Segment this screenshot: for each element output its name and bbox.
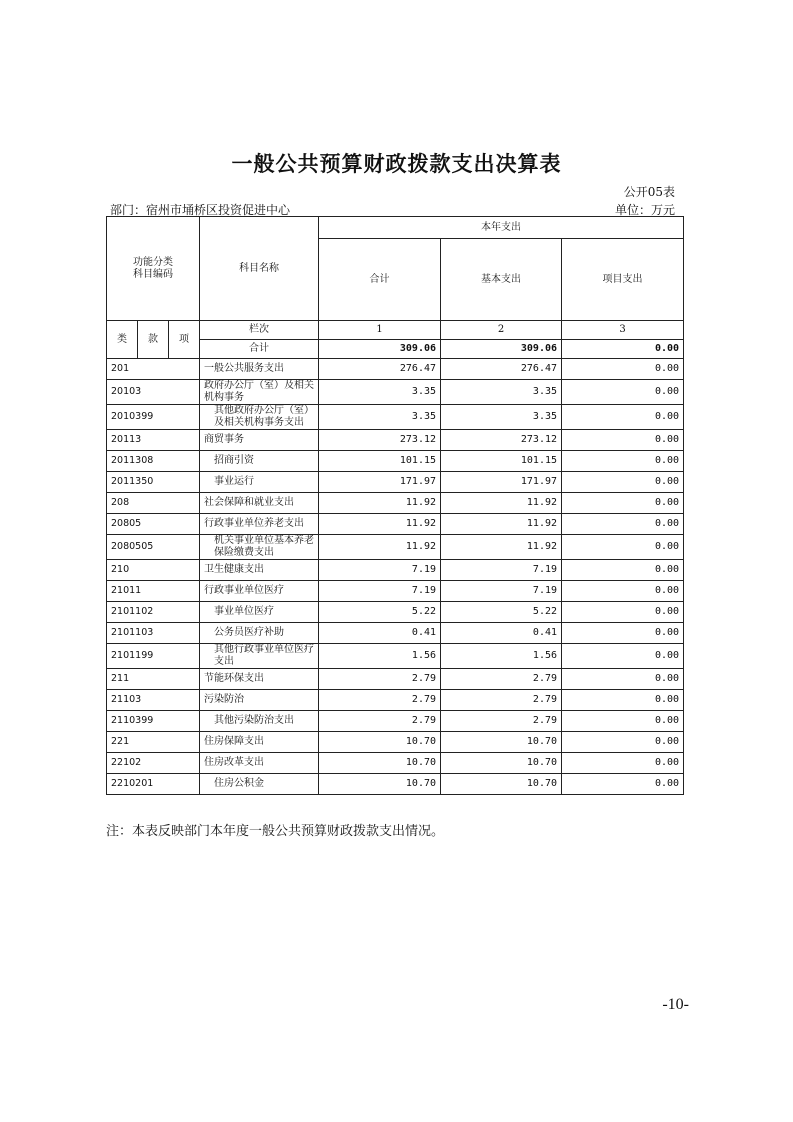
basic-amount: 2.79 [441, 711, 562, 732]
project-amount: 0.00 [562, 669, 684, 690]
subject-name: 住房保障支出 [200, 732, 319, 753]
subject-name: 节能环保支出 [200, 669, 319, 690]
total-basic-value: 309.06 [441, 340, 562, 359]
subject-name: 政府办公厅（室）及相关机构事务 [200, 380, 319, 405]
unit-label: 单位：万元 [614, 203, 675, 217]
subject-code: 20103 [107, 380, 200, 405]
subject-name: 其他污染防治支出 [200, 711, 319, 732]
total-amount: 11.92 [319, 493, 441, 514]
total-amount: 2.79 [319, 690, 441, 711]
header-total: 合计 [319, 239, 441, 321]
table-row [107, 690, 684, 711]
project-amount: 0.00 [562, 493, 684, 514]
subject-name: 招商引资 [200, 451, 319, 472]
subject-name: 商贸事务 [200, 430, 319, 451]
project-amount: 0.00 [562, 514, 684, 535]
total-amount: 171.97 [319, 472, 441, 493]
total-amount: 5.22 [319, 602, 441, 623]
basic-amount: 101.15 [441, 451, 562, 472]
subject-code: 22102 [107, 753, 200, 774]
subject-code: 20805 [107, 514, 200, 535]
subject-code: 20113 [107, 430, 200, 451]
subject-name: 住房改革支出 [200, 753, 319, 774]
total-amount: 2.79 [319, 711, 441, 732]
subject-code: 201 [107, 359, 200, 380]
project-amount: 0.00 [562, 602, 684, 623]
basic-amount: 11.92 [441, 493, 562, 514]
subject-name: 污染防治 [200, 690, 319, 711]
total-amount: 2.79 [319, 669, 441, 690]
department-label: 部门：宿州市埇桥区投资促进中心 [110, 203, 291, 217]
table-row [107, 430, 684, 451]
project-amount: 0.00 [562, 380, 684, 405]
subject-name: 事业运行 [200, 472, 319, 493]
table-row [107, 732, 684, 753]
subject-code: 221 [107, 732, 200, 753]
subject-name: 其他行政事业单位医疗支出 [200, 644, 319, 669]
project-amount: 0.00 [562, 359, 684, 380]
subject-code: 211 [107, 669, 200, 690]
basic-amount: 5.22 [441, 602, 562, 623]
project-amount: 0.00 [562, 732, 684, 753]
subject-name: 住房公积金 [200, 774, 319, 795]
page-title: 一般公共预算财政拨款支出决算表 [231, 152, 562, 176]
subject-name: 公务员医疗补助 [200, 623, 319, 644]
table-row [107, 581, 684, 602]
basic-amount: 11.92 [441, 535, 562, 560]
header-col2: 2 [441, 321, 562, 340]
table-row [107, 472, 684, 493]
project-amount: 0.00 [562, 560, 684, 581]
basic-amount: 276.47 [441, 359, 562, 380]
subject-name: 社会保障和就业支出 [200, 493, 319, 514]
subject-code: 2010399 [107, 405, 200, 430]
basic-amount: 0.41 [441, 623, 562, 644]
project-amount: 0.00 [562, 690, 684, 711]
total-amount: 3.35 [319, 405, 441, 430]
total-amount: 7.19 [319, 581, 441, 602]
table-row [107, 644, 684, 669]
total-amount: 101.15 [319, 451, 441, 472]
project-amount: 0.00 [562, 472, 684, 493]
basic-amount: 11.92 [441, 514, 562, 535]
basic-amount: 1.56 [441, 644, 562, 669]
total-amount: 7.19 [319, 560, 441, 581]
total-amount: 10.70 [319, 732, 441, 753]
basic-amount: 10.70 [441, 753, 562, 774]
project-amount: 0.00 [562, 430, 684, 451]
subject-code: 2101102 [107, 602, 200, 623]
subject-code: 2110399 [107, 711, 200, 732]
header-func-code: 功能分类 科目编码 [107, 217, 200, 321]
total-amount: 11.92 [319, 535, 441, 560]
table-row [107, 669, 684, 690]
table-row [107, 380, 684, 405]
total-amount: 1.56 [319, 644, 441, 669]
basic-amount: 10.70 [441, 732, 562, 753]
table-row [107, 514, 684, 535]
header-lei: 类 [107, 321, 138, 359]
subject-name: 机关事业单位基本养老保险缴费支出 [200, 535, 319, 560]
subject-name: 一般公共服务支出 [200, 359, 319, 380]
basic-amount: 3.35 [441, 380, 562, 405]
header-subject-name: 科目名称 [200, 217, 319, 321]
basic-amount: 10.70 [441, 774, 562, 795]
total-amount: 10.70 [319, 774, 441, 795]
project-amount: 0.00 [562, 711, 684, 732]
basic-amount: 7.19 [441, 581, 562, 602]
page-number: -10- [662, 996, 689, 1013]
subject-name: 事业单位医疗 [200, 602, 319, 623]
subject-name: 行政事业单位养老支出 [200, 514, 319, 535]
total-amount: 3.35 [319, 380, 441, 405]
subject-code: 2210201 [107, 774, 200, 795]
project-amount: 0.00 [562, 623, 684, 644]
basic-amount: 2.79 [441, 690, 562, 711]
table-row [107, 493, 684, 514]
form-number: 公开05表 [623, 185, 675, 199]
project-amount: 0.00 [562, 644, 684, 669]
header-basic: 基本支出 [441, 239, 562, 321]
basic-amount: 7.19 [441, 560, 562, 581]
subject-name: 其他政府办公厅（室）及相关机构事务支出 [200, 405, 319, 430]
subject-name: 行政事业单位医疗 [200, 581, 319, 602]
subject-code: 2080505 [107, 535, 200, 560]
total-amount: 276.47 [319, 359, 441, 380]
table-row [107, 623, 684, 644]
total-value: 309.06 [319, 340, 441, 359]
subject-code: 2011308 [107, 451, 200, 472]
total-amount: 273.12 [319, 430, 441, 451]
table-row [107, 753, 684, 774]
project-amount: 0.00 [562, 405, 684, 430]
project-amount: 0.00 [562, 581, 684, 602]
basic-amount: 2.79 [441, 669, 562, 690]
project-amount: 0.00 [562, 753, 684, 774]
table-row [107, 602, 684, 623]
header-kuan: 款 [138, 321, 169, 359]
basic-amount: 3.35 [441, 405, 562, 430]
basic-amount: 273.12 [441, 430, 562, 451]
table-row [107, 711, 684, 732]
subject-code: 210 [107, 560, 200, 581]
total-project-value: 0.00 [562, 340, 684, 359]
table-row [107, 359, 684, 380]
project-amount: 0.00 [562, 535, 684, 560]
table-row [107, 405, 684, 430]
header-col3: 3 [562, 321, 684, 340]
footnote: 注：本表反映部门本年度一般公共预算财政拨款支出情况。 [106, 824, 445, 839]
subject-code: 2011350 [107, 472, 200, 493]
header-project: 项目支出 [562, 239, 684, 321]
header-xiang: 项 [169, 321, 200, 359]
total-amount: 10.70 [319, 753, 441, 774]
total-label: 合计 [200, 340, 319, 359]
total-amount: 0.41 [319, 623, 441, 644]
subject-code: 21011 [107, 581, 200, 602]
table-row [107, 451, 684, 472]
total-amount: 11.92 [319, 514, 441, 535]
basic-amount: 171.97 [441, 472, 562, 493]
project-amount: 0.00 [562, 774, 684, 795]
table-row [107, 560, 684, 581]
header-col1: 1 [319, 321, 441, 340]
table-row [107, 774, 684, 795]
subject-code: 21103 [107, 690, 200, 711]
subject-name: 卫生健康支出 [200, 560, 319, 581]
subject-code: 2101103 [107, 623, 200, 644]
header-lanci: 栏次 [200, 321, 319, 340]
expenditure-table [106, 216, 684, 795]
subject-code: 2101199 [107, 644, 200, 669]
project-amount: 0.00 [562, 451, 684, 472]
table-row [107, 535, 684, 560]
header-current-year: 本年支出 [319, 217, 684, 239]
subject-code: 208 [107, 493, 200, 514]
